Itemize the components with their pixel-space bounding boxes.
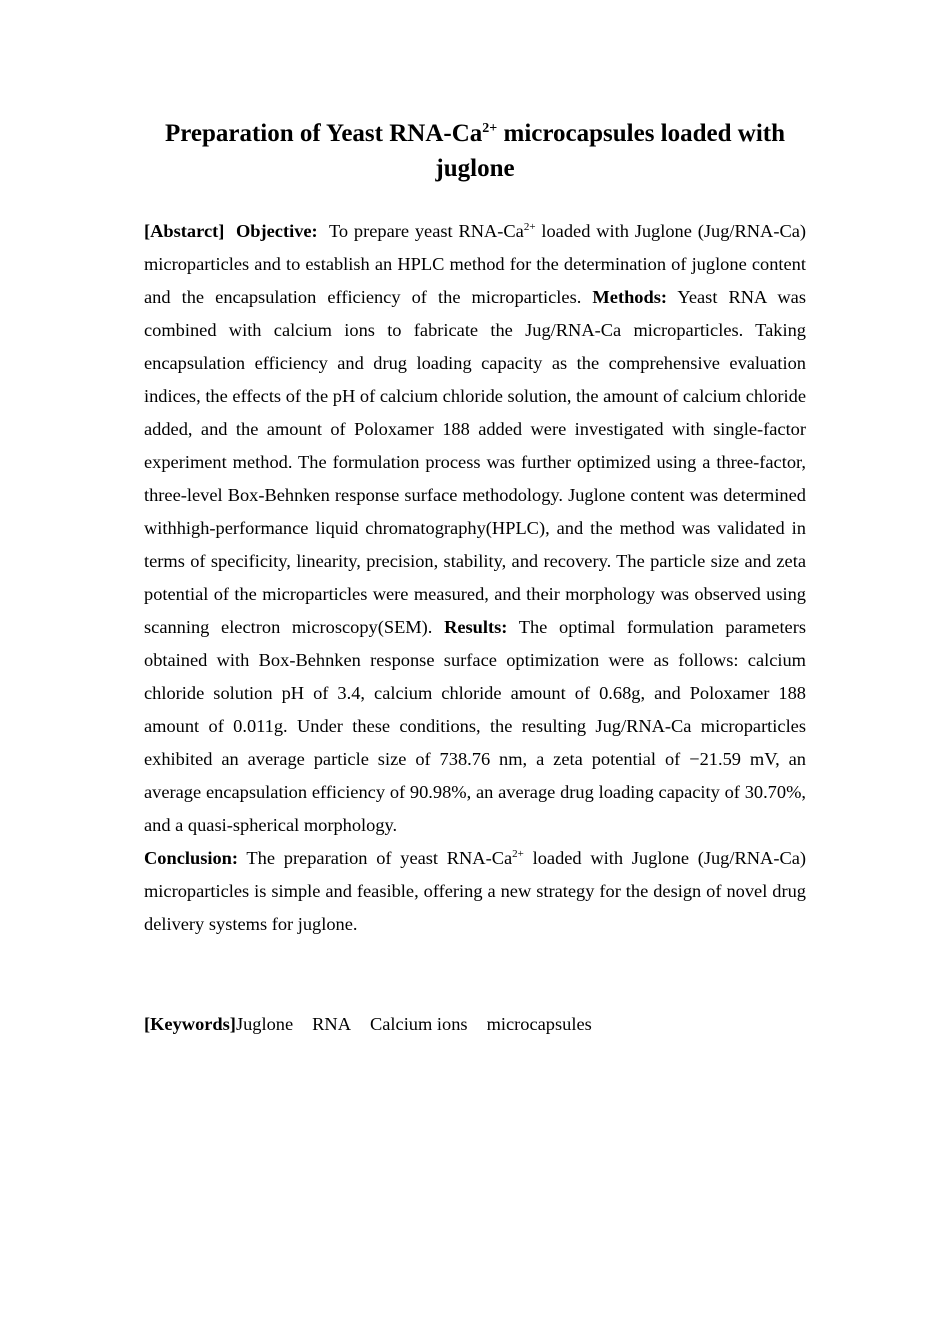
keywords-line (144, 1008, 806, 1041)
conclusion-label: Conclusion: (144, 848, 239, 868)
title-text-part2: microcapsules loaded with juglone (435, 120, 786, 182)
paper-title (144, 116, 806, 186)
keywords-label: [Keywords] (144, 1014, 236, 1034)
objective-label: Objective: (235, 221, 318, 241)
methods-label: Methods: (592, 287, 667, 307)
keyword-item: Calcium ions (370, 1014, 468, 1034)
keyword-item: Juglone (235, 1014, 294, 1034)
conclusion-superscript: 2+ (512, 848, 524, 860)
objective-text-a: To prepare yeast RNA-Ca (328, 221, 524, 241)
abstract-heading: [Abstarct] (144, 221, 225, 241)
keyword-item: microcapsules (486, 1014, 592, 1034)
conclusion-text-a: The preparation of yeast RNA-Ca (238, 848, 513, 868)
methods-text: Yeast RNA was combined with calcium ions to fabricate the Jug/RNA-Ca microparticles. Taking encapsulation efficiency and drug loading capacity as the comprehensive evaluation indices, the effects of the pH of calcium chloride solution, the amount of calcium chloride added, and the amount of Poloxamer 188 added were investigated with single-factor experiment method. The formulation process was further optimized using a three-factor, three-level Box-Behnken response surface methodology. Juglone content was determined withhigh-performance liquid chromatography(HPLC), and the method was validated in terms of specificity, linearity, precision, stability, and recovery. The particle size and zeta potential of the microparticles were measured, and their morphology was observed using scanning electron microscopy(SEM). (144, 287, 806, 637)
objective-text-b: loaded with Juglone (Jug/RNA-Ca) microparticles and to establish an HPLC method for the determination of juglone content and the encapsulation efficiency of the microparticles. (144, 221, 807, 307)
conclusion-paragraph (144, 842, 806, 941)
title-superscript: 2+ (482, 121, 498, 136)
abstract-body (144, 215, 806, 842)
abstract-section (144, 215, 806, 941)
results-label: Results: (444, 617, 508, 637)
title-text-part1: Preparation of Yeast RNA-Ca (164, 120, 483, 147)
conclusion-text-b: loaded with Juglone (Jug/RNA-Ca) microparticles is simple and feasible, offering a new strategy for the design of novel drug delivery systems for juglone. (144, 848, 806, 934)
keyword-item: RNA (312, 1014, 351, 1034)
results-text: The optimal formulation parameters obtained with Box-Behnken response surface optimization were as follows: calcium chloride solution pH of 3.4, calcium chloride amount of 0.68g, and Poloxamer 188 amount of 0.011g. Under these conditions, the resulting Jug/RNA-Ca microparticles exhibited an average particle size of 738.76 nm, a zeta potential of −21.59 mV, an average encapsulation efficiency of 90.98%, an average drug loading capacity of 30.70%, and a quasi-spherical morphology. (144, 617, 807, 835)
objective-superscript: 2+ (523, 221, 536, 233)
